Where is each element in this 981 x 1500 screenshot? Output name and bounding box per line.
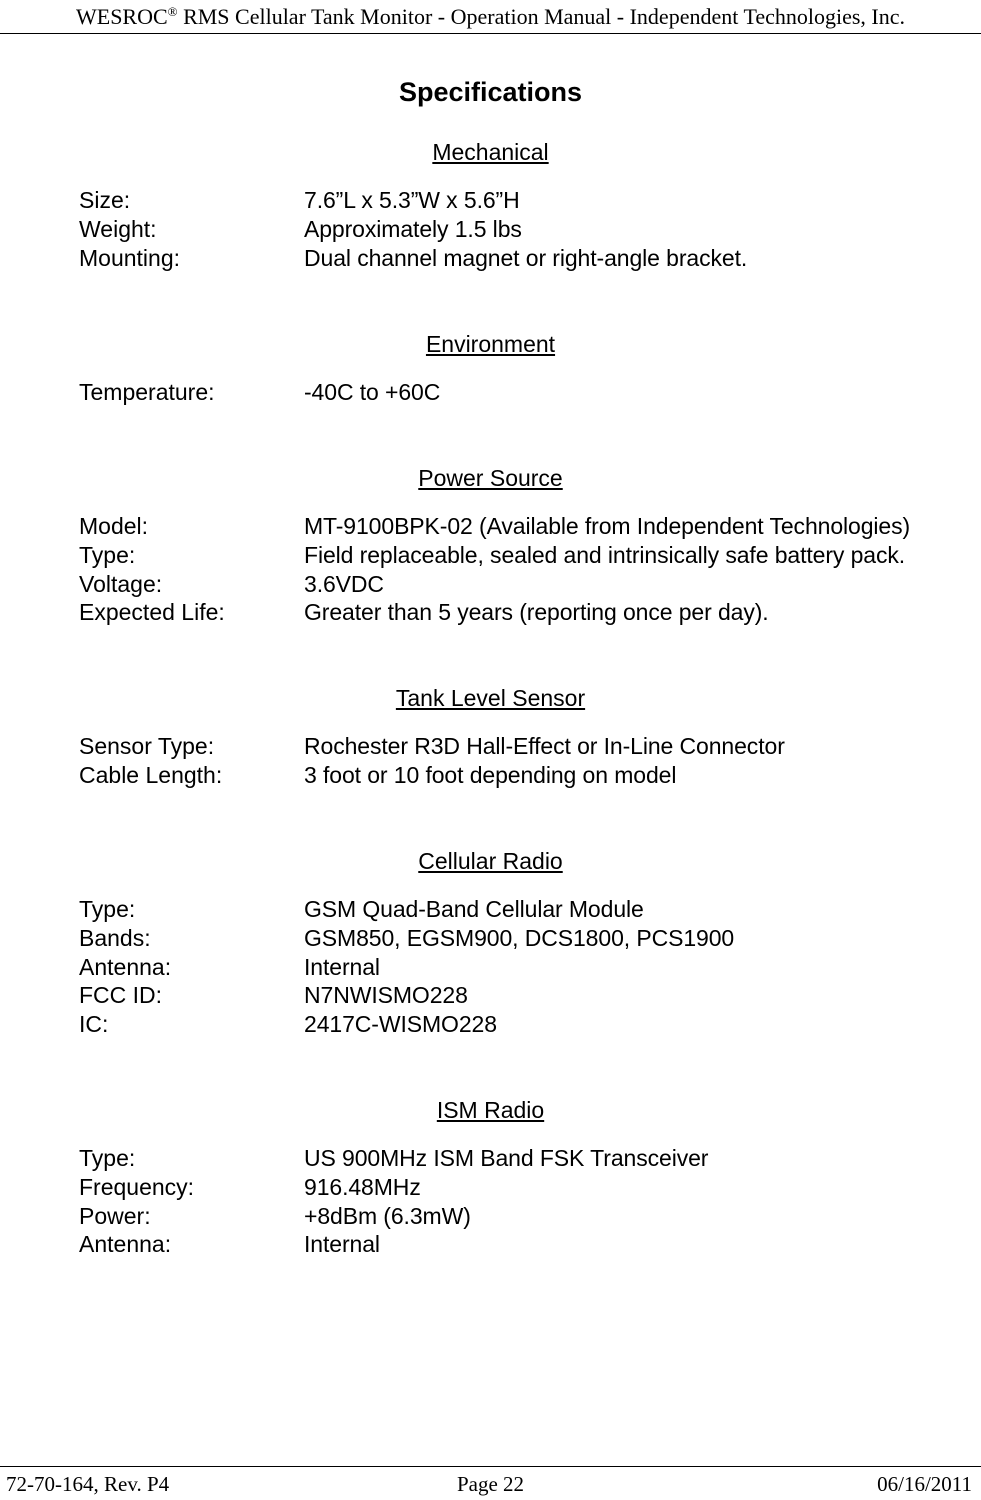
section-heading: Tank Level Sensor <box>395 685 586 711</box>
spec-label: Bands: <box>79 924 151 951</box>
section-ism-radio <box>0 1096 981 1259</box>
section-heading: Power Source <box>418 465 563 491</box>
spec-label: Temperature: <box>79 379 215 405</box>
header-title: RMS Cellular Tank Monitor - Operation Manual - Independent Technologies, Inc. <box>177 4 906 29</box>
spec-label: Expected Life: <box>79 599 225 626</box>
spec-value: 2417C-WISMO228 <box>304 1011 497 1038</box>
spec-value: -40C to +60C <box>304 379 441 405</box>
spec-value: US 900MHz ISM Band FSK Transceiver <box>304 1145 709 1171</box>
footer-date: 06/16/2011 <box>877 1472 972 1496</box>
spec-value: +8dBm (6.3mW) <box>304 1202 471 1229</box>
section-power-source <box>0 464 981 627</box>
spec-value: N7NWISMO228 <box>304 982 468 1009</box>
spec-value: 916.48MHz <box>304 1173 421 1200</box>
spec-label: Voltage: <box>79 570 163 597</box>
spec-label: Power: <box>79 1202 151 1229</box>
spec-value: Dual channel magnet or right-angle bracket. <box>304 244 748 271</box>
spec-row <box>0 1230 981 1259</box>
spec-row <box>0 981 981 1010</box>
spec-row <box>0 598 981 627</box>
spec-label: Type: <box>79 1145 136 1171</box>
spec-label: Sensor Type: <box>79 733 215 759</box>
spec-label: Cable Length: <box>79 761 223 788</box>
spec-label: FCC ID: <box>79 982 163 1009</box>
section-cellular-radio <box>0 847 981 1039</box>
footer-divider <box>0 1466 981 1467</box>
registered-mark: ® <box>167 4 178 19</box>
spec-row <box>0 186 981 215</box>
spec-label: Mounting: <box>79 244 181 271</box>
spec-row <box>0 761 981 790</box>
spec-value: Greater than 5 years (reporting once per day). <box>304 599 769 626</box>
spec-label: Weight: <box>79 215 157 242</box>
spec-value: 3.6VDC <box>304 570 384 597</box>
spec-value: Field replaceable, sealed and intrinsically safe battery pack. <box>304 541 906 568</box>
spec-value: GSM Quad-Band Cellular Module <box>304 896 644 922</box>
spec-label: Size: <box>79 187 131 213</box>
spec-label: IC: <box>79 1011 109 1038</box>
section-heading: Mechanical <box>432 139 549 165</box>
header-brand: WESROC <box>75 4 168 29</box>
spec-row <box>0 1202 981 1231</box>
spec-row <box>0 924 981 953</box>
section-mechanical <box>0 138 981 272</box>
section-heading: Cellular Radio <box>418 848 563 874</box>
spec-value: 7.6”L x 5.3”W x 5.6”H <box>304 187 520 213</box>
spec-row <box>0 895 981 924</box>
spec-row <box>0 1144 981 1173</box>
spec-row <box>0 1173 981 1202</box>
spec-value: Internal <box>304 1231 380 1258</box>
spec-label: Antenna: <box>79 1231 172 1258</box>
spec-value: Approximately 1.5 lbs <box>304 215 522 242</box>
spec-label: Frequency: <box>79 1173 195 1200</box>
spec-label: Type: <box>79 541 136 568</box>
section-heading: Environment <box>425 331 556 357</box>
section-environment <box>0 330 981 407</box>
spec-label: Type: <box>79 896 136 922</box>
header-divider <box>0 33 981 34</box>
spec-value: Rochester R3D Hall-Effect or In-Line Connector <box>304 733 785 759</box>
spec-label: Antenna: <box>79 953 172 980</box>
spec-row <box>0 215 981 244</box>
footer-page-number: Page 22 <box>456 1472 525 1496</box>
spec-label: Model: <box>79 513 149 539</box>
spec-row <box>0 732 981 761</box>
spec-value: Internal <box>304 953 380 980</box>
spec-row <box>0 244 981 273</box>
footer-doc-number: 72-70-164, Rev. P4 <box>6 1472 170 1496</box>
spec-row <box>0 541 981 570</box>
spec-row <box>0 512 981 541</box>
page-title: Specifications <box>398 77 583 107</box>
spec-value: GSM850, EGSM900, DCS1800, PCS1900 <box>304 924 735 951</box>
section-heading: ISM Radio <box>436 1097 545 1123</box>
spec-value: MT-9100BPK-02 (Available from Independent Technologies) <box>304 513 911 539</box>
spec-row <box>0 953 981 982</box>
spec-value: 3 foot or 10 foot depending on model <box>304 761 677 788</box>
spec-row <box>0 378 981 407</box>
spec-row <box>0 570 981 599</box>
spec-row <box>0 1010 981 1039</box>
section-tank-level-sensor <box>0 684 981 790</box>
running-header <box>0 4 981 30</box>
